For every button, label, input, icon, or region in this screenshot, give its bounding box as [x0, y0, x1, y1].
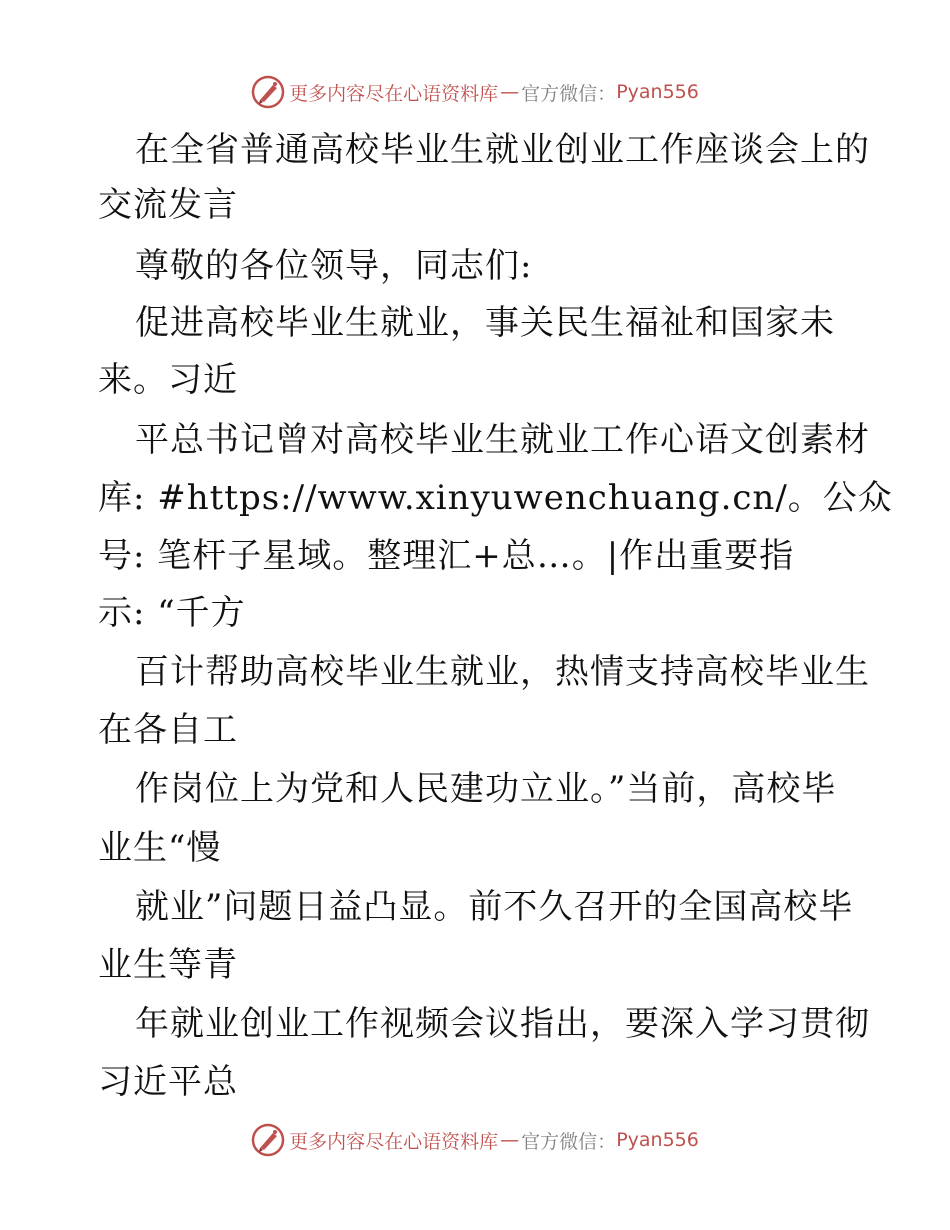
- banner-wechat-id: Pyan556: [616, 81, 699, 103]
- paragraph-line: 平总书记曾对高校毕业生就业工作心语文创素材: [135, 420, 870, 460]
- header-banner: [0, 72, 950, 112]
- paragraph-line: 来。习近: [98, 360, 238, 400]
- banner-wechat-label: 官方微信：: [521, 1130, 617, 1153]
- banner-brand-text: 更多内容尽在心语资料库: [289, 82, 499, 105]
- banner-wechat-id: Pyan556: [616, 1129, 699, 1151]
- banner-brand-text: 更多内容尽在心语资料库: [289, 1130, 499, 1153]
- paragraph-line: 作岗位上为党和人民建功立业。”当前，高校毕: [135, 769, 837, 809]
- document-title-line-1: 在全省普通高校毕业生就业创业工作座谈会上的: [135, 130, 870, 170]
- paragraph-line: 号: 笔杆子星域。整理汇+总…。|作出重要指: [98, 536, 795, 576]
- banner-wechat-label: 官方微信：: [521, 82, 617, 105]
- paragraph-line: 业生等青: [98, 945, 238, 985]
- pen-logo-icon: [251, 75, 285, 109]
- paragraph-line: 示: “千方: [98, 593, 246, 633]
- paragraph-line: 库: #https://www.xinyuwenchuang.cn/。公众: [98, 478, 893, 518]
- paragraph-line: 年就业创业工作视频会议指出，要深入学习贯彻: [135, 1004, 870, 1044]
- paragraph-line: 业生“慢: [98, 828, 222, 868]
- banner-dash: —: [500, 1129, 520, 1151]
- paragraph-line: 百计帮助高校毕业生就业，热情支持高校毕业生: [135, 652, 870, 692]
- paragraph-line: 促进高校毕业生就业，事关民生福祉和国家未: [135, 303, 835, 343]
- paragraph-line: 习近平总: [98, 1062, 238, 1102]
- paragraph-line: 在各自工: [98, 710, 238, 750]
- pen-logo-icon: [251, 1123, 285, 1157]
- banner-dash: —: [500, 81, 520, 103]
- salutation: 尊敬的各位领导，同志们:: [135, 246, 533, 286]
- paragraph-line: 就业”问题日益凸显。前不久召开的全国高校毕: [135, 887, 854, 927]
- document-title-line-2: 交流发言: [98, 185, 238, 225]
- footer-banner: [0, 1120, 950, 1160]
